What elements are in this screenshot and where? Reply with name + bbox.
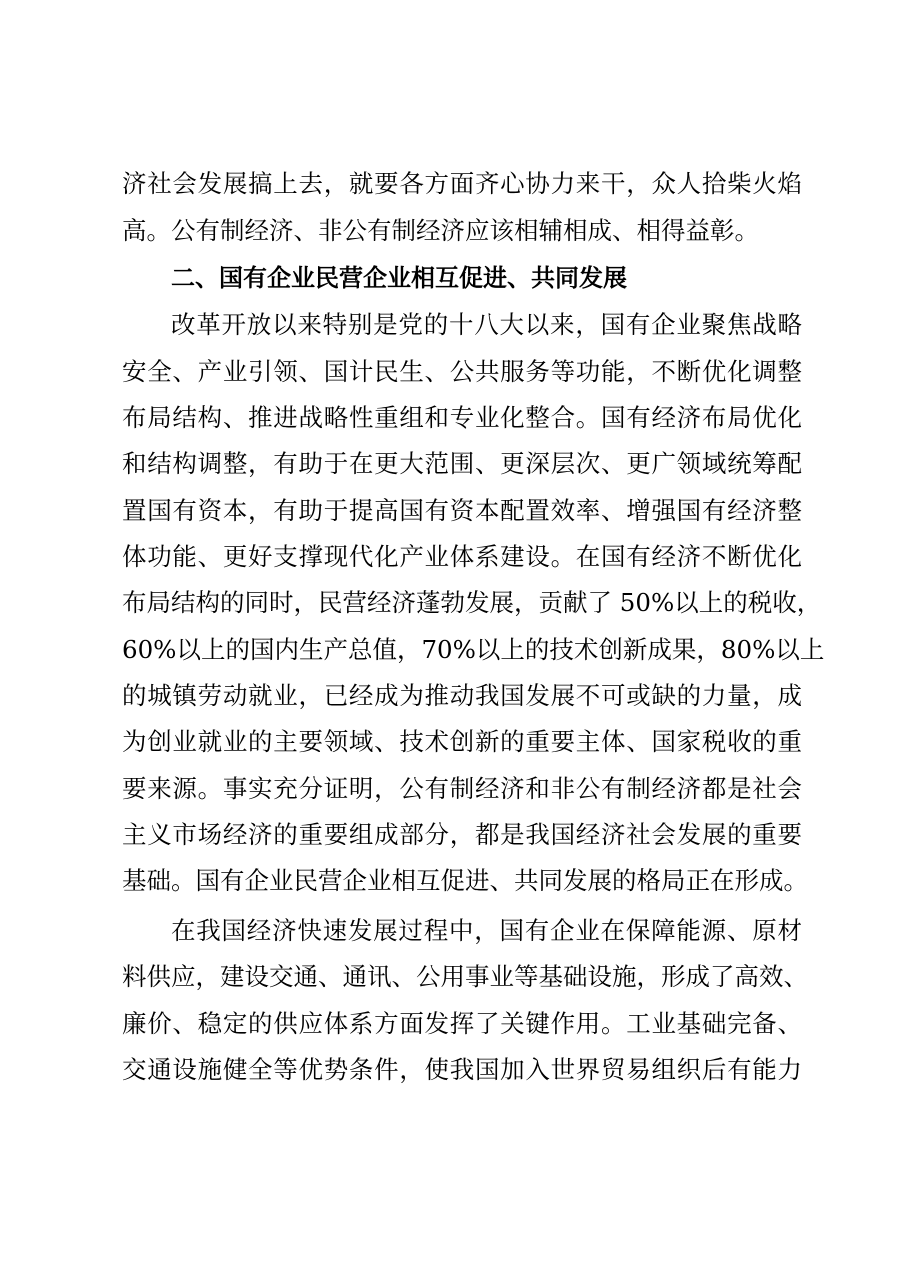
paragraph-2-line-8: 60%以上的国内生产总值，70%以上的技术创新成果，80%以上 <box>122 635 825 664</box>
paragraph-2-line-4: 和结构调整，有助于在更大范围、更深层次、更广领域统筹配 <box>122 449 802 478</box>
paragraph-1-line-2: 高。公有制经济、非公有制经济应该相辅相成、相得益彰。 <box>122 216 759 245</box>
paragraph-3-line-3: 廉价、稳定的供应体系方面发挥了关键作用。工业基础完备、 <box>122 1009 802 1038</box>
paragraph-2-line-7: 布局结构的同时，民营经济蓬勃发展，贡献了 50%以上的税收， <box>122 588 822 617</box>
paragraph-2-line-6: 体功能、更好支撑现代化产业体系建设。在国有经济不断优化 <box>122 542 802 571</box>
paragraph-2-line-2: 安全、产业引领、国计民生、公共服务等功能，不断优化调整 <box>122 357 802 386</box>
paragraph-2-line-5: 置国有资本，有助于提高国有资本配置效率、增强国有经济整 <box>122 496 802 525</box>
paragraph-2-line-13: 基础。国有企业民营企业相互促进、共同发展的格局正在形成。 <box>122 866 808 895</box>
paragraph-2-line-12: 主义市场经济的重要组成部分，都是我国经济社会发展的重要 <box>122 820 802 849</box>
paragraph-2-line-10: 为创业就业的主要领域、技术创新的重要主体、国家税收的重 <box>122 727 802 756</box>
paragraph-3-line-1: 在我国经济快速发展过程中，国有企业在保障能源、原材 <box>171 916 802 945</box>
section-heading: 二、国有企业民营企业相互促进、共同发展 <box>171 264 627 292</box>
paragraph-2-line-9: 的城镇劳动就业，已经成为推动我国发展不可或缺的力量，成 <box>122 681 802 710</box>
paragraph-2-line-1: 改革开放以来特别是党的十八大以来，国有企业聚焦战略 <box>171 310 802 339</box>
paragraph-2-line-3: 布局结构、推进战略性重组和专业化整合。国有经济布局优化 <box>122 403 802 432</box>
paragraph-1-line-1: 济社会发展搞上去，就要各方面齐心协力来干，众人拾柴火焰 <box>122 169 802 198</box>
paragraph-2-line-11: 要来源。事实充分证明，公有制经济和非公有制经济都是社会 <box>122 774 802 803</box>
paragraph-3-line-4: 交通设施健全等优势条件，使我国加入世界贸易组织后有能力 <box>122 1055 802 1084</box>
paragraph-3-line-2: 料供应，建设交通、通讯、公用事业等基础设施，形成了高效、 <box>122 962 808 991</box>
